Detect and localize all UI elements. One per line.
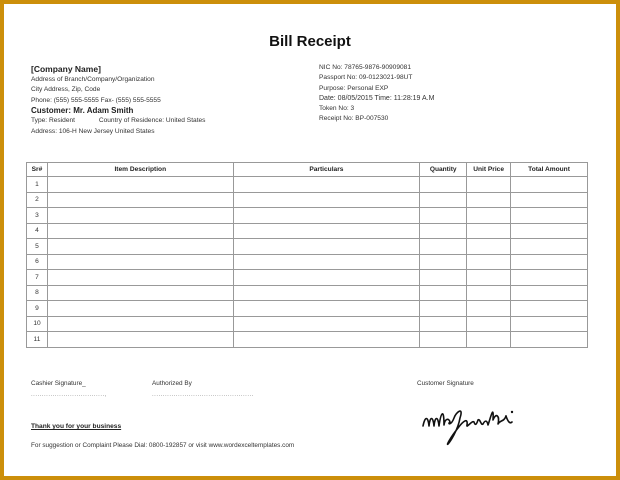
receipt-number: Receipt No: BP-007530 xyxy=(319,115,389,123)
header-total-amount: Total Amount xyxy=(511,163,588,177)
cashier-signature-line: .................................., xyxy=(31,392,107,398)
items-table xyxy=(26,162,588,348)
cell-quantity xyxy=(420,177,467,193)
cell-sr: 6 xyxy=(27,254,48,270)
date-time: Date: 08/05/2015 Time: 11:28:19 A.M xyxy=(319,94,435,102)
cell-total-amount xyxy=(511,223,588,239)
cell-sr: 5 xyxy=(27,239,48,255)
cell-unit-price xyxy=(467,239,511,255)
cell-item-description xyxy=(47,254,233,270)
cell-sr: 1 xyxy=(27,177,48,193)
cell-quantity xyxy=(420,239,467,255)
header-sr: Sr# xyxy=(27,163,48,177)
header-particulars: Particulars xyxy=(233,163,420,177)
cell-item-description xyxy=(47,223,233,239)
cell-particulars xyxy=(233,332,420,348)
contact-info: For suggestion or Complaint Please Dial: 0800-192857 or visit www.wordexceltemplates.com xyxy=(31,442,295,449)
cell-unit-price xyxy=(467,254,511,270)
cell-particulars xyxy=(233,239,420,255)
cell-particulars xyxy=(233,223,420,239)
receipt-details xyxy=(319,63,434,125)
table-row xyxy=(27,332,588,348)
company-customer-info xyxy=(31,64,205,137)
table-row xyxy=(27,223,588,239)
cell-unit-price xyxy=(467,177,511,193)
company-address-line1: Address of Branch/Company/Organization xyxy=(31,76,155,83)
customer-address: Address: 106-H New Jersey United States xyxy=(31,127,155,135)
cell-unit-price xyxy=(467,208,511,224)
cell-total-amount xyxy=(511,270,588,286)
cashier-signature-label: Cashier Signature_ xyxy=(31,380,86,387)
cell-total-amount xyxy=(511,316,588,332)
table-row xyxy=(27,239,588,255)
company-address-line2: City Address, Zip, Code xyxy=(31,86,101,94)
cell-item-description xyxy=(47,301,233,317)
cell-unit-price xyxy=(467,223,511,239)
table-row xyxy=(27,285,588,301)
cell-unit-price xyxy=(467,301,511,317)
cell-particulars xyxy=(233,316,420,332)
table-header-row xyxy=(27,163,588,177)
cell-total-amount xyxy=(511,177,588,193)
cell-quantity xyxy=(420,270,467,286)
cell-sr: 4 xyxy=(27,223,48,239)
header-item-description: Item Description xyxy=(47,163,233,177)
cell-item-description xyxy=(47,332,233,348)
customer-name: Customer: Mr. Adam Smith xyxy=(31,105,134,115)
cell-total-amount xyxy=(511,285,588,301)
purpose: Purpose: Personal EXP xyxy=(319,84,389,92)
cell-unit-price xyxy=(467,192,511,208)
authorized-by-label: Authorized By xyxy=(152,380,192,387)
cell-quantity xyxy=(420,332,467,348)
cell-particulars xyxy=(233,208,420,224)
table-row xyxy=(27,270,588,286)
cell-unit-price xyxy=(467,332,511,348)
table-row xyxy=(27,254,588,270)
cell-total-amount xyxy=(511,332,588,348)
cell-particulars xyxy=(233,301,420,317)
cell-unit-price xyxy=(467,270,511,286)
customer-type-row xyxy=(31,116,205,126)
cell-sr: 2 xyxy=(27,192,48,208)
cell-particulars xyxy=(233,177,420,193)
cell-item-description xyxy=(47,192,233,208)
cell-unit-price xyxy=(467,316,511,332)
passport-number: Passport No: 09-0123021-98UT xyxy=(319,74,413,82)
cell-particulars xyxy=(233,270,420,286)
cell-particulars xyxy=(233,285,420,301)
cell-quantity xyxy=(420,316,467,332)
customer-signature-image xyxy=(420,398,560,453)
table-row xyxy=(27,301,588,317)
document-title: Bill Receipt xyxy=(269,33,351,50)
cell-quantity xyxy=(420,301,467,317)
cell-sr: 8 xyxy=(27,285,48,301)
cell-total-amount xyxy=(511,301,588,317)
cell-item-description xyxy=(47,208,233,224)
cell-total-amount xyxy=(511,254,588,270)
cell-item-description xyxy=(47,285,233,301)
thank-you-message: Thank you for your business xyxy=(31,423,122,430)
cell-sr: 11 xyxy=(27,332,48,348)
cell-sr: 3 xyxy=(27,208,48,224)
nic-number: NIC No: 78765-9876-90909081 xyxy=(319,64,412,71)
table-row xyxy=(27,177,588,193)
table-row xyxy=(27,208,588,224)
cell-item-description xyxy=(47,177,233,193)
header-unit-price: Unit Price xyxy=(467,163,511,177)
cell-particulars xyxy=(233,254,420,270)
cell-quantity xyxy=(420,285,467,301)
cell-quantity xyxy=(420,208,467,224)
table-row xyxy=(27,192,588,208)
table-row xyxy=(27,316,588,332)
customer-signature-label: Customer Signature xyxy=(417,380,474,387)
company-phone-fax: Phone: (555) 555-5555 Fax- (555) 555-5555 xyxy=(31,96,161,104)
cell-item-description xyxy=(47,316,233,332)
token-number: Token No: 3 xyxy=(319,105,355,113)
cell-particulars xyxy=(233,192,420,208)
header-quantity: Quantity xyxy=(420,163,467,177)
customer-country: Country of Residence: United States xyxy=(98,117,206,125)
cell-total-amount xyxy=(511,239,588,255)
cell-sr: 7 xyxy=(27,270,48,286)
authorized-by-line: ............................................... xyxy=(152,392,254,398)
customer-type: Type: Resident xyxy=(31,117,75,125)
cell-total-amount xyxy=(511,192,588,208)
cell-unit-price xyxy=(467,285,511,301)
cell-item-description xyxy=(47,270,233,286)
cell-quantity xyxy=(420,223,467,239)
cell-sr: 9 xyxy=(27,301,48,317)
cell-total-amount xyxy=(511,208,588,224)
cell-quantity xyxy=(420,192,467,208)
cell-sr: 10 xyxy=(27,316,48,332)
cell-quantity xyxy=(420,254,467,270)
signature-scribble-icon xyxy=(420,398,560,448)
company-name: [Company Name] xyxy=(31,64,101,74)
cell-item-description xyxy=(47,239,233,255)
